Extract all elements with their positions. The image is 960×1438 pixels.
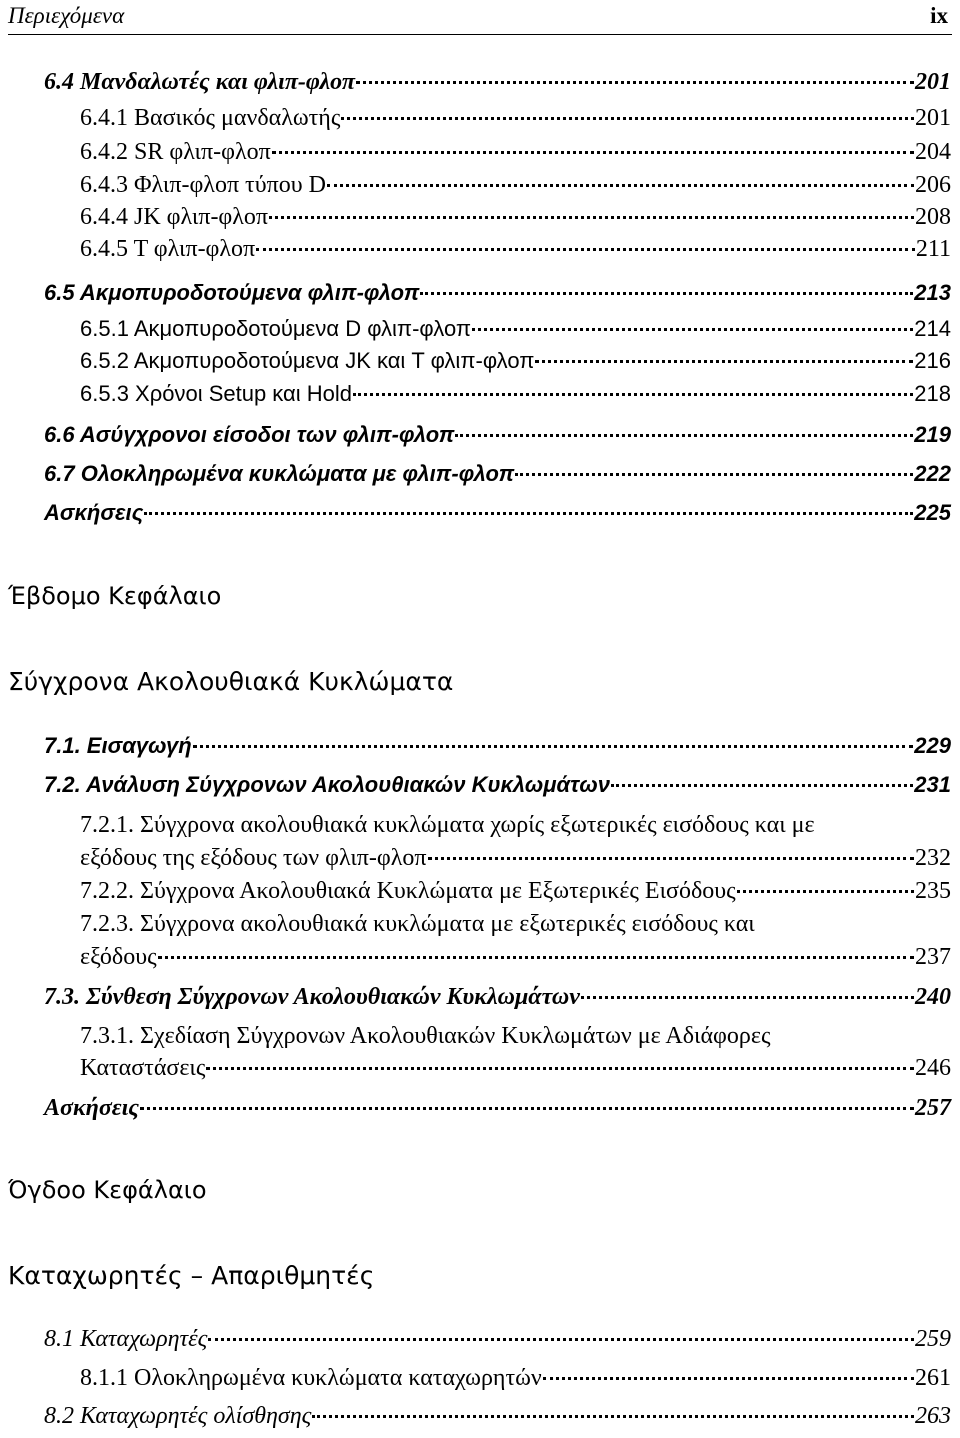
dot-leader: [472, 328, 913, 331]
toc-entry-6-4-5[interactable]: 6.4.5 T φλιπ-φλοπ 211: [80, 236, 951, 262]
dot-leader: [272, 151, 914, 154]
dot-leader: [158, 956, 914, 959]
running-header: [8, 0, 952, 35]
dot-leader: [144, 512, 913, 515]
toc-entry-6-5[interactable]: 6.5 Ακμοπυροδοτούμενα φλιπ-φλοπ 213: [44, 280, 951, 305]
header-title: Περιεχόμενα: [8, 3, 125, 28]
dot-leader: [535, 360, 913, 363]
chapter-8-title: Καταχωρητές – Απαριθμητές: [8, 1261, 375, 1290]
toc-entry-7-1[interactable]: 7.1. Εισαγωγή 229: [44, 733, 951, 758]
dot-leader: [256, 248, 915, 251]
header-page-number: ix: [930, 3, 948, 28]
dot-leader: [455, 434, 913, 437]
chapter-8-heading: Όγδοο Κεφάλαιο: [8, 1176, 207, 1204]
toc-entry-exercises-7[interactable]: Ασκήσεις 257: [44, 1095, 951, 1121]
dot-leader: [611, 784, 913, 787]
toc-entry-6-4-4[interactable]: 6.4.4 JK φλιπ-φλοπ 208: [80, 204, 951, 230]
dot-leader: [140, 1107, 914, 1110]
dot-leader: [206, 1067, 914, 1070]
toc-entry-7-3-1-line1[interactable]: 7.3.1. Σχεδίαση Σύγχρονων Ακολουθιακών Κυκλωμάτων με Αδιάφορες: [80, 1023, 771, 1049]
toc-entry-7-2-1-line1[interactable]: 7.2.1. Σύγχρονα ακολουθιακά κυκλώματα χωρίς εξωτερικές εισόδους και με: [80, 812, 815, 838]
dot-leader: [356, 81, 914, 84]
toc-entry-6-5-1[interactable]: 6.5.1 Ακμοπυροδοτούμενα D φλιπ-φλοπ 214: [80, 316, 951, 341]
toc-entry-7-2-3-line1[interactable]: 7.2.3. Σύγχρονα ακολουθιακά κυκλώματα με εξωτερικές εισόδους και: [80, 911, 755, 937]
toc-entry-8-1[interactable]: 8.1 Καταχωρητές 259: [44, 1326, 951, 1352]
dot-leader: [737, 890, 914, 893]
toc-entry-7-2-1[interactable]: εξόδους της εξόδους των φλιπ-φλοπ 232: [80, 845, 951, 871]
toc-entry-6-4-1[interactable]: 6.4.1 Βασικός μανδαλωτής 201: [80, 105, 951, 131]
dot-leader: [208, 1338, 914, 1341]
toc-entry-6-5-2[interactable]: 6.5.2 Ακμοπυροδοτούμενα JK και T φλιπ-φλοπ 216: [80, 348, 951, 373]
toc-entry-7-2-3[interactable]: εξόδους 237: [80, 944, 951, 970]
toc-entry-7-3[interactable]: 7.3. Σύνθεση Σύγχρονων Ακολουθιακών Κυκλωμάτων 240: [44, 984, 951, 1010]
toc-entry-7-3-1[interactable]: Καταστάσεις 246: [80, 1055, 951, 1081]
dot-leader: [353, 393, 913, 396]
toc-entry-6-4-2[interactable]: 6.4.2 SR φλιπ-φλοπ 204: [80, 139, 951, 165]
dot-leader: [515, 473, 913, 476]
toc-entry-6-4[interactable]: 6.4 Μανδαλωτές και φλιπ-φλοπ 201: [44, 69, 951, 95]
dot-leader: [428, 857, 914, 860]
toc-entry-6-6[interactable]: 6.6 Ασύγχρονοι είσοδοι των φλιπ-φλοπ 219: [44, 422, 951, 447]
toc-entry-6-5-3[interactable]: 6.5.3 Χρόνοι Setup και Hold 218: [80, 381, 951, 406]
toc-entry-8-1-1[interactable]: 8.1.1 Ολοκληρωμένα κυκλώματα καταχωρητών 261: [80, 1365, 951, 1391]
dot-leader: [269, 216, 914, 219]
dot-leader: [581, 996, 914, 999]
dot-leader: [420, 292, 913, 295]
dot-leader: [327, 184, 914, 187]
toc-entry-7-2-2[interactable]: 7.2.2. Σύγχρονα Ακολουθιακά Κυκλώματα με Εξωτερικές Εισόδους 235: [80, 878, 951, 904]
dot-leader: [312, 1415, 914, 1418]
dot-leader: [341, 117, 914, 120]
toc-entry-6-4-3[interactable]: 6.4.3 Φλιπ-φλοπ τύπου D 206: [80, 172, 951, 198]
toc-entry-8-2[interactable]: 8.2 Καταχωρητές ολίσθησης 263: [44, 1403, 951, 1429]
chapter-7-heading: Έβδομο Κεφάλαιο: [8, 582, 222, 610]
toc-entry-6-7[interactable]: 6.7 Ολοκληρωμένα κυκλώματα με φλιπ-φλοπ 222: [44, 461, 951, 486]
dot-leader: [543, 1377, 914, 1380]
dot-leader: [193, 745, 914, 748]
chapter-7-title: Σύγχρονα Ακολουθιακά Κυκλώματα: [8, 667, 454, 696]
toc-entry-7-2[interactable]: 7.2. Ανάλυση Σύγχρονων Ακολουθιακών Κυκλωμάτων 231: [44, 772, 951, 797]
toc-entry-exercises-6[interactable]: Ασκήσεις 225: [44, 500, 951, 525]
